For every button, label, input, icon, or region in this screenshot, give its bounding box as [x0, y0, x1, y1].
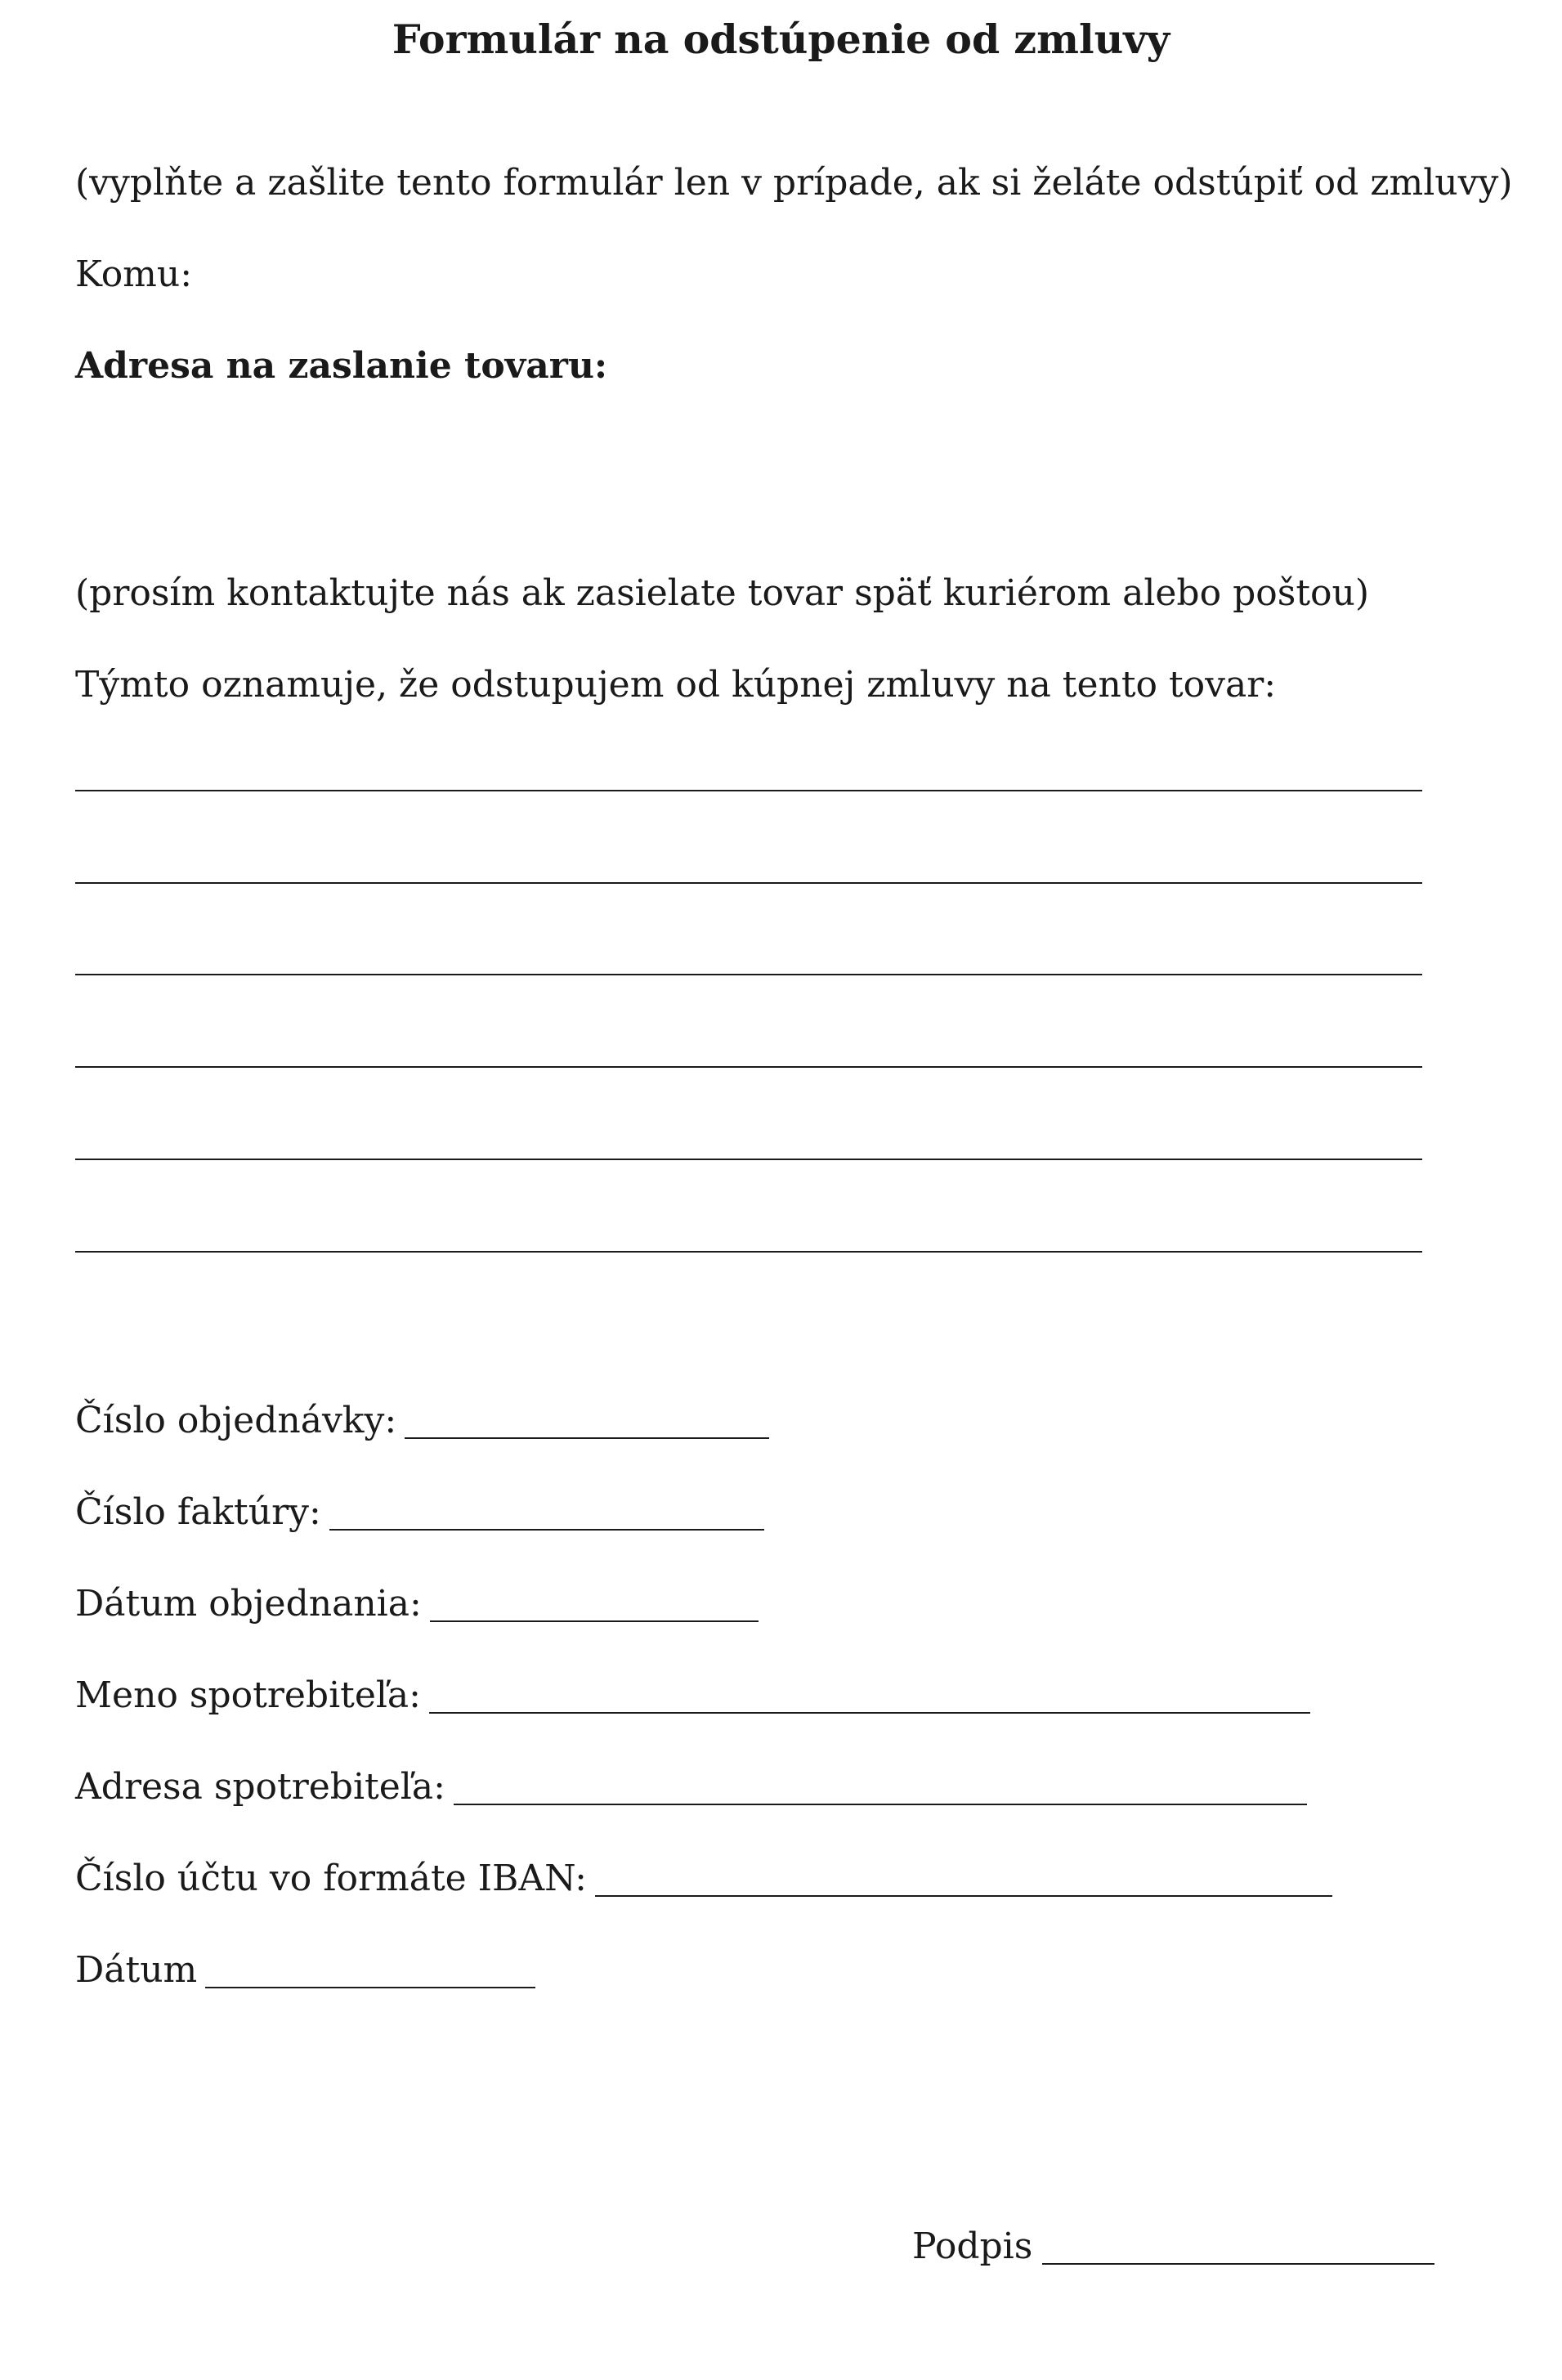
- consumer-name-label: Meno spotrebiteľa:: [75, 1674, 421, 1716]
- order-number-label: Číslo objednávky:: [75, 1400, 397, 1441]
- goods-line-3[interactable]: [75, 974, 1422, 975]
- to-label: Komu:: [75, 253, 193, 295]
- goods-line-5[interactable]: [75, 1159, 1422, 1160]
- order-number-input[interactable]: [405, 1401, 769, 1439]
- invoice-number-input[interactable]: [329, 1493, 764, 1531]
- order-date-label: Dátum objednania:: [75, 1583, 422, 1625]
- consumer-name-field: [75, 1673, 1310, 1719]
- address-heading: Adresa na zaslanie tovaru:: [75, 345, 608, 387]
- consumer-address-input[interactable]: [454, 1768, 1307, 1805]
- invoice-number-label: Číslo faktúry:: [75, 1491, 321, 1533]
- goods-line-1[interactable]: [75, 790, 1422, 791]
- iban-field: [75, 1856, 1332, 1902]
- date-field: [75, 1947, 535, 1993]
- signature-field: [912, 2224, 1434, 2270]
- iban-input[interactable]: [595, 1859, 1332, 1897]
- signature-input[interactable]: [1042, 2227, 1434, 2265]
- order-date-field: [75, 1581, 759, 1627]
- signature-label: Podpis: [912, 2225, 1033, 2267]
- consumer-address-label: Adresa spotrebiteľa:: [75, 1766, 445, 1808]
- order-number-field: [75, 1398, 769, 1444]
- order-date-input[interactable]: [430, 1584, 759, 1622]
- goods-line-4[interactable]: [75, 1066, 1422, 1068]
- iban-label: Číslo účtu vo formáte IBAN:: [75, 1858, 587, 1899]
- courier-note: (prosím kontaktujte nás ak zasielate tovar späť kuriérom alebo poštou): [75, 572, 1369, 614]
- invoice-number-field: [75, 1490, 764, 1535]
- declaration-text: Týmto oznamuje, že odstupujem od kúpnej zmluvy na tento tovar:: [75, 664, 1277, 706]
- date-input[interactable]: [205, 1951, 535, 1988]
- instruction-text: (vyplňte a zašlite tento formulár len v prípade, ak si želáte odstúpiť od zmluvy): [75, 162, 1513, 204]
- goods-line-6[interactable]: [75, 1251, 1422, 1253]
- form-title: Formulár na odstúpenie od zmluvy: [392, 16, 1170, 63]
- consumer-address-field: [75, 1764, 1307, 1810]
- goods-line-2[interactable]: [75, 882, 1422, 884]
- date-label: Dátum: [75, 1949, 198, 1991]
- consumer-name-input[interactable]: [429, 1676, 1310, 1714]
